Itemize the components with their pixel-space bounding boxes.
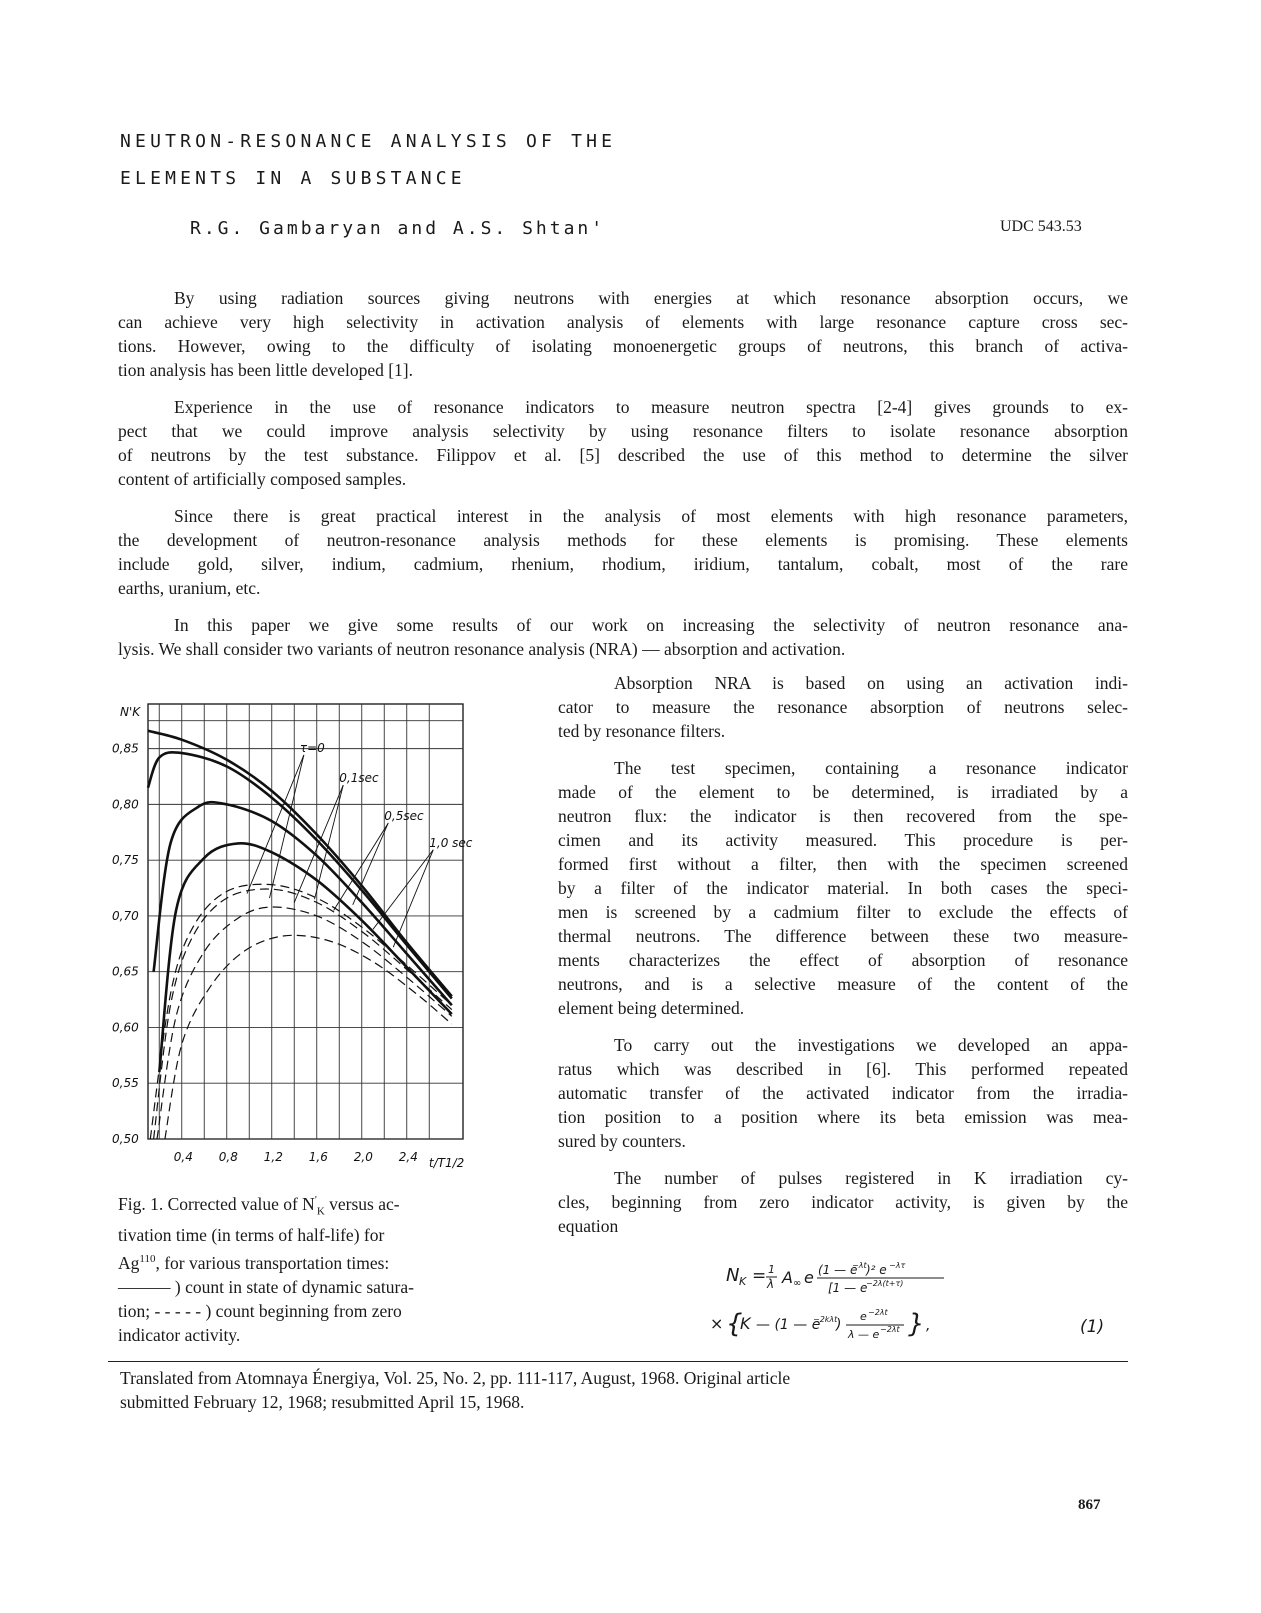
text-line: men is screened by a cadmium filter to exclude the effects of	[558, 902, 1128, 922]
x-tick-label: 0,8	[218, 1150, 238, 1164]
footnote-line: Translated from Atomnaya Énergiya, Vol. 25, No. 2, pp. 111-117, August, 1968. Original article	[120, 1368, 791, 1388]
curve-solid-3	[159, 843, 452, 1072]
y-tick-label: 0,50	[112, 1132, 139, 1146]
x-tick-label: 1,6	[308, 1150, 328, 1164]
right-paragraph-4	[558, 1166, 1128, 1238]
intro-paragraph-3	[118, 504, 1128, 600]
equation-term: A	[782, 1268, 793, 1287]
text-line: tions. However, owing to the difficulty of isolating monoenergetic groups of neutrons, this branch of activa-	[118, 336, 1128, 356]
equation-exponent: −2kλt	[813, 1315, 838, 1324]
series-label: τ=0	[299, 740, 325, 755]
text-line: ratus which was described in [6]. This performed repeated	[558, 1059, 1128, 1079]
y-tick-label: 0,85	[112, 741, 139, 756]
equation-numerator: (1 — e	[818, 1263, 858, 1277]
y-tick-label: 0,80	[112, 797, 139, 812]
equation-fraction-den: λ	[767, 1277, 775, 1291]
equation-comma: ,	[926, 1318, 931, 1334]
text-line: the development of neutron-resonance analysis methods for these elements is promising. These elements	[118, 530, 1128, 550]
intro-paragraph-4	[118, 613, 1128, 661]
text-line: Since there is great practical interest in the analysis of most elements with high resonance parameters,	[174, 506, 1128, 526]
series-label: 1,0 sec	[429, 835, 473, 850]
y-tick-label: 0,70	[112, 908, 139, 923]
x-tick-label: 2,4	[398, 1150, 418, 1164]
y-tick-label: 0,75	[112, 853, 139, 868]
series-label: 0,5sec	[384, 809, 424, 823]
y-tick-label: 0,55	[112, 1076, 139, 1091]
equation-number: (1)	[1080, 1317, 1105, 1337]
text-line: thermal neutrons. The difference between these two measure-	[558, 926, 1128, 946]
text-line: The number of pulses registered in K irradiation cy-	[614, 1168, 1128, 1188]
paper-title-line1: NEUTRON-RESONANCE ANALYSIS OF THE	[120, 131, 617, 152]
x-tick-label: 1,2	[263, 1150, 283, 1164]
intro-paragraph-1	[118, 286, 1128, 382]
text-line: cimen and its activity measured. This procedure is per-	[558, 830, 1128, 850]
text-line: tion position to a position where its beta emission was mea-	[558, 1107, 1128, 1127]
text-line: ted by resonance filters.	[558, 721, 726, 741]
x-tick-label: 0,4	[173, 1150, 193, 1164]
equation-numerator: )² e	[866, 1263, 887, 1277]
text-line: earths, uranium, etc.	[118, 578, 261, 598]
equation-denominator: λ — e	[848, 1328, 880, 1341]
x-axis-label: t/T1/2	[428, 1156, 465, 1170]
equation-denominator: [1 — e	[828, 1281, 868, 1295]
y-tick-label: 0,65	[112, 964, 139, 979]
footnote	[120, 1366, 790, 1414]
footnote-line: submitted February 12, 1968; resubmitted April 15, 1968.	[120, 1392, 525, 1412]
figure-caption	[118, 1188, 503, 1347]
equation-lhs-sub: K	[739, 1275, 747, 1288]
page-number: 867	[1078, 1497, 1101, 1513]
text-line: The test specimen, containing a resonance indicator	[614, 758, 1128, 778]
caption-line: Ag$^{110}$, for various transportation times:	[118, 1253, 390, 1274]
caption-line: indicator activity.	[118, 1325, 241, 1346]
curve-dashed-7	[165, 935, 452, 1139]
equation-numerator: e	[860, 1310, 867, 1323]
y-tick-label: 0,60	[112, 1020, 139, 1035]
text-line: Experience in the use of resonance indicators to measure neutron spectra [2-4] gives grounds to ex-	[174, 397, 1128, 417]
caption-line: tion; - - - - - ) count beginning from zero	[118, 1301, 402, 1322]
equation-exponent: −λt	[852, 1261, 867, 1270]
equation-times: ×	[710, 1314, 724, 1333]
equation-equals: =	[752, 1266, 767, 1286]
text-line: pect that we could improve analysis selectivity by using resonance filters to isolate resonance absorption	[118, 421, 1128, 441]
right-column-text	[558, 671, 1128, 1238]
caption-line: ——— ) count in state of dynamic satura-	[118, 1277, 414, 1298]
plot-frame	[148, 704, 463, 1139]
equation-term: )	[836, 1317, 842, 1333]
text-line: To carry out the investigations we developed an appa-	[614, 1035, 1128, 1055]
text-line: lysis. We shall consider two variants of neutron resonance analysis (NRA) — absorption and activation.	[118, 639, 846, 659]
equation-term: — (1 — e	[756, 1317, 821, 1333]
leader-line	[393, 850, 433, 947]
intro-text	[118, 286, 1128, 661]
equation-exponent: −2λ(t+τ)	[866, 1279, 904, 1288]
udc-code: UDC 543.53	[1000, 218, 1082, 235]
leader-line	[353, 823, 389, 905]
footnote-rule	[108, 1361, 1128, 1362]
text-line: by a filter of the indicator material. In both cases the speci-	[558, 878, 1128, 898]
equation-exponent: −2λt	[880, 1325, 900, 1334]
paper-title-line2: ELEMENTS IN A SUBSTANCE	[120, 168, 466, 189]
text-line: of neutrons by the test substance. Filippov et al. [5] described the use of this method to determine the silver	[118, 445, 1128, 465]
text-line: ments characterizes the effect of absorption of resonance	[558, 950, 1128, 970]
y-axis-label: N'K	[120, 705, 141, 719]
text-line: formed first without a filter, then with the specimen screened	[558, 854, 1128, 874]
text-line: equation	[558, 1216, 619, 1236]
text-line: element being determined.	[558, 998, 745, 1018]
equation-lhs: N	[726, 1265, 740, 1286]
caption-line: Fig. 1. Corrected value of $N'_K$ versus ac-	[118, 1193, 400, 1218]
right-paragraph-2	[558, 756, 1128, 1020]
equation-1	[700, 1252, 1120, 1352]
equation-term: K	[740, 1314, 751, 1333]
right-paragraph-3	[558, 1033, 1128, 1153]
equation-term: ∞	[793, 1278, 802, 1289]
text-line: In this paper we give some results of our work on increasing the selectivity of neutron resonance ana-	[174, 615, 1128, 635]
caption-line: tivation time (in terms of half-life) for	[118, 1225, 385, 1246]
text-line: made of the element to be determined, is irradiated by a	[558, 782, 1128, 802]
equation-exponent: −λτ	[889, 1261, 906, 1270]
x-tick-label: 2,0	[353, 1150, 373, 1164]
text-line: automatic transfer of the activated indicator from the irradia-	[558, 1083, 1128, 1103]
text-line: content of artificially composed samples.	[118, 469, 407, 489]
text-line: Absorption NRA is based on using an activation indi-	[614, 673, 1128, 693]
text-line: sured by counters.	[558, 1131, 686, 1151]
equation-brace: }	[908, 1309, 925, 1339]
text-line: tion analysis has been little developed [1].	[118, 360, 413, 380]
authors: R.G. Gambaryan and A.S. Shtan'	[190, 218, 606, 239]
text-line: can achieve very high selectivity in activation analysis of elements with large resonance capture cross sec-	[118, 312, 1128, 332]
chart-curves	[148, 731, 452, 1139]
leader-line	[373, 850, 433, 930]
right-paragraph-1	[558, 671, 1128, 743]
text-line: By using radiation sources giving neutrons with energies at which resonance absorption occurs, we	[174, 288, 1128, 308]
equation-exponent: −2λt	[868, 1308, 888, 1317]
equation-brace: {	[726, 1309, 743, 1339]
chart-grid	[148, 704, 463, 1139]
text-line: neutrons, and is a selective measure of the content of the	[558, 974, 1128, 994]
series-label: 0,1sec	[339, 771, 379, 786]
chart-ticks	[112, 705, 464, 1170]
curve-solid-1	[148, 752, 452, 998]
text-line: neutron flux: the indicator is then recovered from the spe-	[558, 806, 1128, 826]
text-line: cator to measure the resonance absorption of neutrons selec-	[558, 697, 1128, 717]
figure-1-chart	[108, 668, 478, 1188]
equation-term: e	[804, 1268, 814, 1287]
text-line: cles, beginning from zero indicator activity, is given by the	[558, 1192, 1128, 1212]
intro-paragraph-2	[118, 395, 1128, 491]
text-line: include gold, silver, indium, cadmium, rhenium, rhodium, iridium, tantalum, cobalt, most of the rare	[118, 554, 1128, 574]
equation-fraction-num: 1	[768, 1263, 775, 1276]
